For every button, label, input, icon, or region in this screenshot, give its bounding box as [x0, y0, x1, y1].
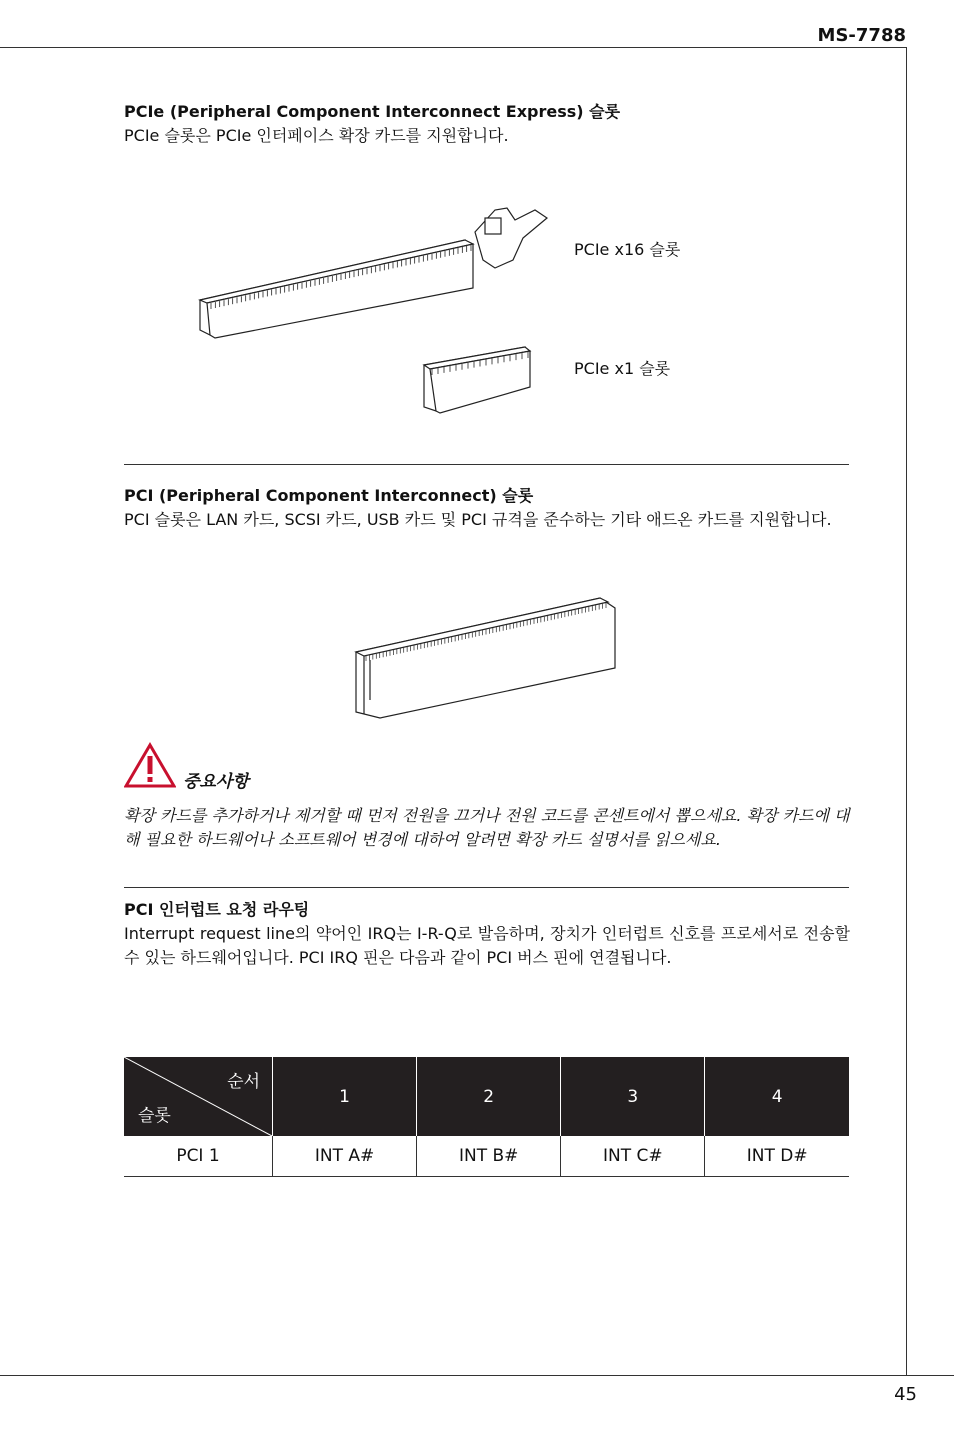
important-text: 확장 카드를 추가하거나 제거할 때 먼저 전원을 끄거나 전원 코드를 콘센트에서 뽑으세요. 확장 카드에 대해 필요한 하드웨어나 소프트웨어 변경에 대하여 알려면 확장 카드 설명서를 읽으세요.	[124, 806, 850, 849]
model-name: MS-7788	[817, 25, 906, 46]
right-rule	[906, 47, 907, 1375]
warning-icon	[124, 742, 176, 788]
header-cell-2: 2	[417, 1057, 561, 1136]
pcie-title: PCIe (Peripheral Component Interconnect Express) 슬롯	[124, 102, 621, 121]
header-cell-1: 1	[273, 1057, 417, 1136]
row-cell-1: INT A#	[273, 1136, 417, 1177]
pcie-x16-slot-illustration	[195, 190, 555, 340]
table-row	[124, 1136, 849, 1177]
header-cell-4: 4	[705, 1057, 849, 1136]
corner-slot-label: 슬롯	[138, 1106, 171, 1126]
pci-slot-illustration	[350, 590, 625, 725]
table-corner-cell	[124, 1057, 273, 1136]
irq-description: Interrupt request line의 약어인 IRQ는 I-R-Q로 발음하며, 장치가 인터럽트 신호를 프로세서로 전송할 수 있는 하드웨어입니다. PCI IRQ 핀은 다음과 같이 PCI 버스 핀에 연결됩니다.	[124, 924, 850, 967]
page-number: 45	[894, 1384, 917, 1405]
section-divider-2	[124, 887, 849, 888]
pcie-x16-label: PCIe x16 슬롯	[574, 240, 681, 259]
important-title: 중요사항	[183, 772, 249, 792]
bottom-rule	[0, 1375, 954, 1376]
row-cell-3: INT C#	[561, 1136, 705, 1177]
pcie-description: PCIe 슬롯은 PCIe 인터페이스 확장 카드를 지원합니다.	[124, 126, 509, 145]
pci-description: PCI 슬롯은 LAN 카드, SCSI 카드, USB 카드 및 PCI 규격을 준수하는 기타 애드온 카드를 지원합니다.	[124, 510, 832, 529]
irq-title: PCI 인터럽트 요청 라우팅	[124, 900, 310, 919]
section-divider-1	[124, 464, 849, 465]
pcie-x1-slot-illustration	[420, 343, 535, 415]
row-cell-4: INT D#	[705, 1136, 849, 1177]
header-cell-3: 3	[561, 1057, 705, 1136]
pcie-x1-label: PCIe x1 슬롯	[574, 359, 671, 378]
irq-routing-table	[124, 1057, 849, 1177]
corner-order-label: 순서	[227, 1072, 260, 1092]
row-slot-cell: PCI 1	[124, 1136, 273, 1177]
table-header-row	[124, 1057, 849, 1136]
row-cell-2: INT B#	[417, 1136, 561, 1177]
top-rule	[0, 47, 907, 48]
pci-title: PCI (Peripheral Component Interconnect) 슬롯	[124, 486, 534, 505]
